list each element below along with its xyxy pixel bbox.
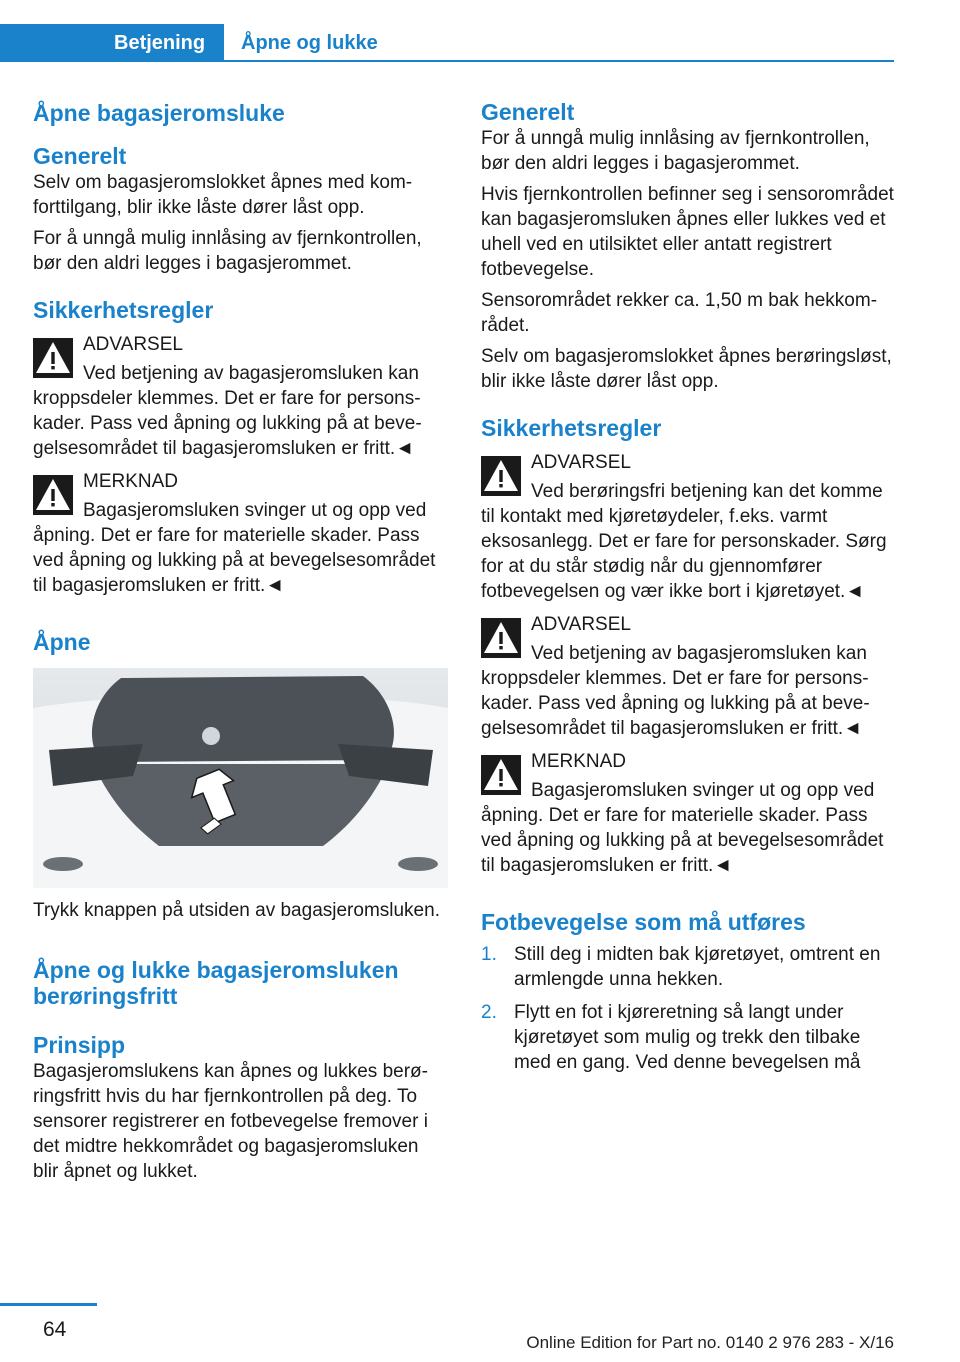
- warning-icon: [481, 755, 521, 795]
- notice-title: MERKNAD: [83, 471, 179, 492]
- paragraph: Hvis fjernkontrollen befinner seg i sensorområdet kan bagasjeromsluken åpnes eller lukkes ved et uhell ved en utilsiktet eller antatt registrert fotbevegelse.: [481, 184, 894, 280]
- list-item: [481, 1000, 895, 1075]
- section-tab: Åpne og lukke: [241, 32, 378, 54]
- foot-movement-heading: Fotbevegelse som må utføres: [481, 909, 806, 935]
- paragraph: Sensorområdet rekker ca. 1,50 m bak hekkområdet.: [481, 290, 878, 336]
- step-number: 1.: [481, 944, 497, 965]
- notice-text: Bagasjeromsluken svinger ut og opp ved åpning. Det er fare for materielle skader. Pass ved åpning og lukking på at bevegelsesområdet til bagasjeromsluken er fritt.◄: [481, 780, 884, 876]
- step-text: Still deg i midten bak kjøretøyet, omtrent en armlengde unna hekken.: [514, 944, 881, 990]
- safety-heading: Sikkerhetsregler: [481, 415, 662, 441]
- warning-text: Ved berøringsfri betjening kan det komme til kontakt med kjøretøydeler, f.eks. varmt eksosanlegg. Det er fare for personskader. Sørg for at du står stødig når du gjennomfører fotbevegelsen og vær ikke bort i kjøretøyet.◄: [481, 481, 887, 602]
- warning-icon: [33, 475, 73, 515]
- warning-icon: [481, 456, 521, 496]
- generelt-heading: Generelt: [33, 143, 127, 169]
- header-rule: [224, 60, 894, 62]
- warning-icon: [481, 618, 521, 658]
- right-column: [481, 98, 895, 1075]
- notice-box: [481, 749, 895, 878]
- paragraph: Selv om bagasjeromslokket åpnes med komforttilgang, blir ikke låste dører låst opp.: [33, 172, 413, 218]
- page-title: Åpne bagasjeromsluke: [33, 100, 285, 126]
- warning-title: ADVARSEL: [531, 614, 631, 635]
- principle-text: Bagasjeromslukens kan åpnes og lukkes berøringsfritt hvis du har fjernkontrollen på deg. To sensorer registrerer en fotbevegelse fremover i det midtre hekkområdet og bagasjeromsluken blir åpnet og lukket.: [33, 1061, 428, 1182]
- page-header: [0, 0, 960, 62]
- notice-title: MERKNAD: [531, 751, 627, 772]
- warning-title: ADVARSEL: [531, 452, 631, 473]
- step-number: 2.: [481, 1002, 497, 1023]
- trunk-illustration: [33, 668, 448, 888]
- touchless-heading: Åpne og lukke bagasjeromsluken berøringsfritt: [33, 957, 399, 1009]
- principle-heading: Prinsipp: [33, 1032, 126, 1058]
- paragraph: For å unngå mulig innlåsing av fjernkontrollen, bør den aldri legges i bagasjerommet.: [481, 128, 870, 174]
- safety-heading: Sikkerhetsregler: [33, 297, 214, 323]
- footer-rule: [0, 1303, 97, 1306]
- notice-box: [33, 469, 449, 598]
- warning-box: [481, 612, 895, 741]
- warning-text: Ved betjening av bagasjeromsluken kan kroppsdeler klemmes. Det er fare for personskader. Pass ved åpning og lukking på at bevegelsesområdet til bagasjeromsluken er fritt.◄: [33, 363, 422, 459]
- list-item: [481, 942, 895, 992]
- generelt-heading: Generelt: [481, 99, 575, 125]
- page-number: 64: [43, 1318, 67, 1341]
- left-column: [33, 98, 449, 1184]
- photo-caption: Trykk knappen på utsiden av bagasjeromsluken.: [33, 900, 440, 921]
- paragraph: For å unngå mulig innlåsing av fjernkontrollen, bør den aldri legges i bagasjerommet.: [33, 228, 422, 274]
- open-heading: Åpne: [33, 629, 91, 655]
- steps-list: [481, 942, 895, 1075]
- chapter-tab: Betjening: [0, 24, 224, 62]
- warning-text: Ved betjening av bagasjeromsluken kan kroppsdeler klemmes. Det er fare for personskader. Pass ved åpning og lukking på at bevegelsesområdet til bagasjeromsluken er fritt.◄: [481, 643, 870, 739]
- warning-title: ADVARSEL: [83, 334, 183, 355]
- warning-box: [33, 332, 449, 461]
- warning-box: [481, 450, 895, 604]
- step-text: Flytt en fot i kjøreretning så langt under kjøretøyet som mulig og trekk den tilbake med en gang. Ved denne bevegelsen må: [514, 1002, 861, 1073]
- paragraph: Selv om bagasjeromslokket åpnes berøringsløst, blir ikke låste dører låst opp.: [481, 346, 892, 392]
- warning-icon: [33, 338, 73, 378]
- edition-text: Online Edition for Part no. 0140 2 976 283 - X/16: [526, 1333, 894, 1352]
- notice-text: Bagasjeromsluken svinger ut og opp ved åpning. Det er fare for materielle skader. Pass ved åpning og lukking på at bevegelsesområdet til bagasjeromsluken er fritt.◄: [33, 500, 436, 596]
